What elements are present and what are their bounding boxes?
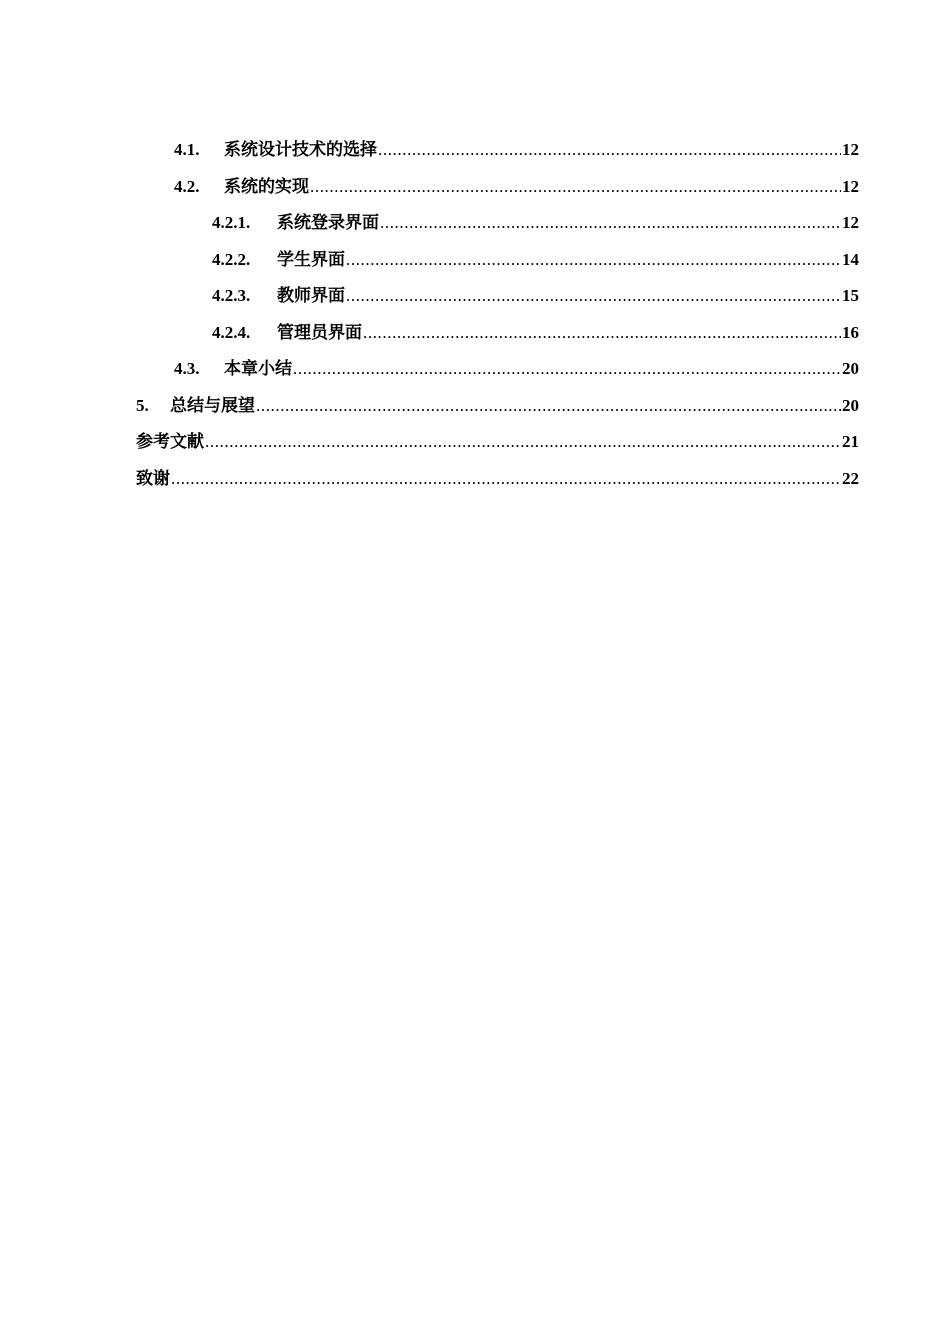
toc-entry-page: 15 — [842, 286, 859, 305]
toc-entry-page: 21 — [842, 432, 859, 451]
toc-entry-page: 12 — [842, 213, 859, 232]
toc-entry-title: 管理员界面 — [277, 322, 362, 343]
toc-entry-title: 本章小结 — [224, 359, 292, 379]
toc-entry-page: 12 — [842, 140, 859, 159]
toc-entry-page: 14 — [842, 249, 859, 269]
toc-entry-title: 学生界面 — [277, 249, 345, 270]
toc-dot-leader — [346, 278, 841, 315]
toc-entry-number: 4.2.1. — [212, 213, 251, 232]
toc-entry-page: 12 — [842, 176, 859, 196]
toc-dot-leader — [310, 169, 841, 206]
toc-entry-number: 4.3. — [174, 359, 200, 378]
toc-entry-page: 22 — [842, 468, 859, 488]
toc-dot-leader — [293, 351, 841, 388]
toc-entry-page: 20 — [842, 359, 859, 378]
toc-dot-leader — [380, 205, 841, 242]
toc-entry-title: 教师界面 — [277, 286, 345, 306]
toc-entry-4-2-1[interactable] — [136, 205, 859, 242]
toc-entry-5[interactable] — [136, 388, 859, 425]
toc-entry-4-2-3[interactable] — [136, 278, 859, 315]
toc-entry-number: 4.2.4. — [212, 322, 251, 342]
toc-entry-title: 系统的实现 — [224, 176, 309, 197]
toc-entry-acknowledgements[interactable] — [136, 461, 859, 498]
toc-dot-leader — [378, 132, 841, 169]
toc-entry-4-2[interactable] — [136, 169, 859, 206]
toc-entry-title: 系统登录界面 — [277, 213, 379, 233]
toc-entry-title: 参考文献 — [136, 432, 204, 452]
toc-entry-page: 16 — [842, 322, 859, 342]
toc-entry-4-3[interactable] — [136, 351, 859, 388]
toc-entry-number: 4.1. — [174, 140, 200, 159]
toc-entry-number: 5. — [136, 395, 149, 415]
toc-dot-leader — [256, 388, 841, 425]
toc-entry-references[interactable] — [136, 424, 859, 461]
toc-entry-4-1[interactable] — [136, 132, 859, 169]
table-of-contents — [136, 132, 859, 497]
toc-entry-4-2-4[interactable] — [136, 315, 859, 352]
toc-entry-4-2-2[interactable] — [136, 242, 859, 279]
toc-dot-leader — [171, 461, 841, 498]
toc-dot-leader — [363, 315, 841, 352]
toc-entry-number: 4.2.3. — [212, 286, 251, 305]
toc-entry-title: 总结与展望 — [170, 395, 255, 416]
toc-entry-number: 4.2. — [174, 176, 200, 196]
toc-entry-page: 20 — [842, 395, 859, 415]
toc-entry-title: 致谢 — [136, 468, 170, 489]
toc-entry-number: 4.2.2. — [212, 249, 251, 269]
toc-dot-leader — [205, 424, 841, 461]
toc-dot-leader — [346, 242, 841, 279]
toc-entry-title: 系统设计技术的选择 — [224, 140, 377, 160]
